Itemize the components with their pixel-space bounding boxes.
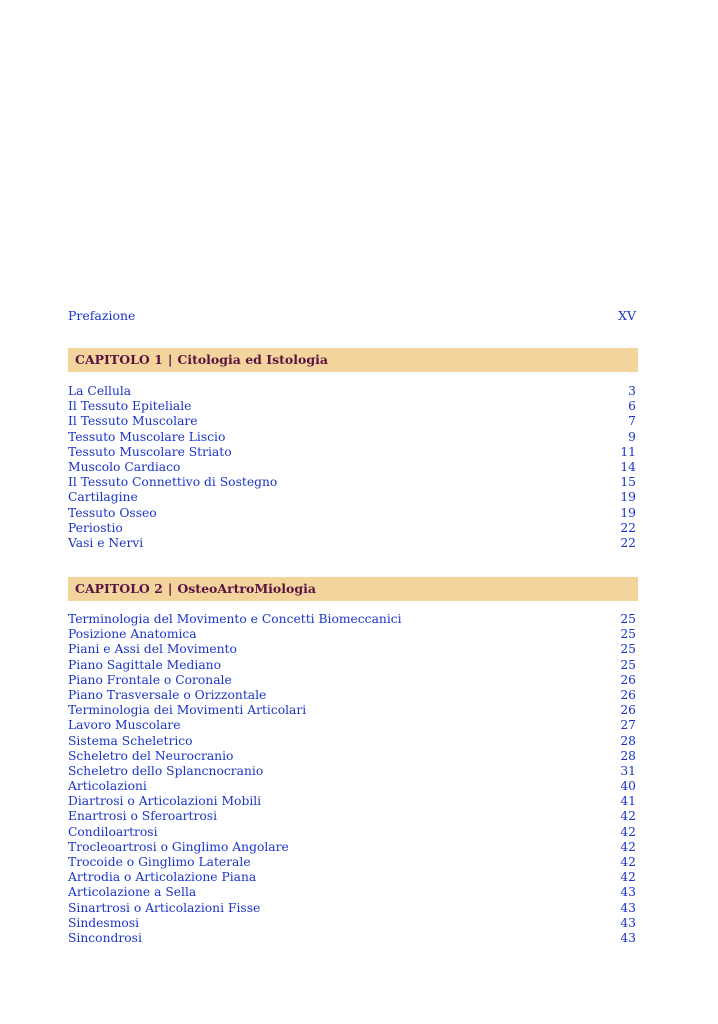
- chapter-1-entries: [68, 384, 636, 551]
- toc-entry[interactable]: [68, 825, 636, 840]
- toc-entry[interactable]: [68, 688, 636, 703]
- toc-entry-page: 14: [620, 459, 636, 474]
- toc-entry-page: 27: [620, 718, 636, 733]
- toc-entry[interactable]: [68, 840, 636, 855]
- toc-entry-title: Terminologia dei Movimenti Articolari: [68, 703, 307, 718]
- toc-entry-title: Sistema Scheletrico: [68, 733, 193, 748]
- toc-entry[interactable]: [68, 430, 636, 445]
- toc-entry-page: 22: [620, 535, 636, 550]
- toc-entry-title: Articolazione a Sella: [68, 885, 197, 900]
- toc-entry-page: 25: [620, 642, 636, 657]
- toc-entry-title: Tessuto Muscolare Liscio: [68, 429, 226, 444]
- toc-entry-page: 26: [620, 687, 636, 702]
- preface-row[interactable]: [68, 308, 636, 324]
- toc-entry[interactable]: [68, 475, 636, 490]
- toc-entry[interactable]: [68, 870, 636, 885]
- toc-entry-page: 41: [620, 794, 636, 809]
- toc-entry-page: 43: [620, 915, 636, 930]
- toc-entry-title: Scheletro del Neurocranio: [68, 748, 234, 763]
- toc-entry-page: 26: [620, 703, 636, 718]
- toc-entry-page: 11: [620, 444, 636, 459]
- toc-entry-page: 42: [620, 855, 636, 869]
- toc-entry-title: Lavoro Muscolare: [68, 718, 181, 733]
- toc-entry-page: 31: [620, 763, 636, 778]
- toc-entry[interactable]: [68, 901, 636, 916]
- toc-entry-title: Il Tessuto Muscolare: [68, 414, 198, 429]
- toc-entry-title: Muscolo Cardiaco: [68, 459, 181, 474]
- chapter-1-header[interactable]: [68, 348, 638, 372]
- toc-entry-page: 28: [620, 733, 636, 748]
- toc-entry-title: Tessuto Osseo: [68, 505, 157, 520]
- toc-entry-title: Piano Sagittale Mediano: [68, 657, 221, 672]
- toc-entry[interactable]: [68, 521, 636, 536]
- toc-entry[interactable]: [68, 642, 636, 657]
- toc-entry-page: 6: [628, 399, 636, 414]
- toc-entry[interactable]: [68, 779, 636, 794]
- toc-entry-page: 25: [620, 657, 636, 672]
- toc-entry-title: Il Tessuto Connettivo di Sostegno: [68, 475, 278, 490]
- chapter-2-entries: [68, 612, 636, 946]
- chapter-1-label: CAPITOLO 1: [75, 352, 163, 367]
- chapter-2-separator: |: [167, 581, 173, 596]
- toc-entry-page: 43: [620, 900, 636, 915]
- preface-title: Prefazione: [68, 308, 136, 323]
- toc-entry[interactable]: [68, 931, 636, 946]
- toc-entry-title: Sinartrosi o Articolazioni Fisse: [68, 900, 261, 915]
- toc-entry[interactable]: [68, 399, 636, 414]
- toc-entry-page: 25: [620, 612, 636, 626]
- toc-entry-title: Diartrosi o Articolazioni Mobili: [68, 794, 262, 809]
- toc-entry-title: La Cellula: [68, 384, 132, 398]
- toc-entry[interactable]: [68, 445, 636, 460]
- toc-entry-page: 42: [620, 839, 636, 854]
- toc-entry-page: 42: [620, 870, 636, 885]
- toc-entry-page: 9: [628, 429, 636, 444]
- toc-entry[interactable]: [68, 658, 636, 673]
- toc-entry-title: Sincondrosi: [68, 930, 142, 945]
- toc-entry[interactable]: [68, 718, 636, 733]
- chapter-1-separator: |: [167, 352, 173, 367]
- chapter-2-title: OsteoArtroMiologia: [177, 581, 316, 596]
- preface-page: XV: [618, 308, 636, 323]
- toc-entry[interactable]: [68, 612, 636, 627]
- toc-entry[interactable]: [68, 384, 636, 399]
- toc-entry[interactable]: [68, 673, 636, 688]
- toc-entry[interactable]: [68, 414, 636, 429]
- toc-entry-page: 3: [628, 384, 636, 398]
- toc-entry-title: Trocoide o Ginglimo Laterale: [68, 855, 251, 869]
- toc-entry-title: Il Tessuto Epiteliale: [68, 399, 192, 414]
- toc-entry[interactable]: [68, 809, 636, 824]
- toc-entry[interactable]: [68, 764, 636, 779]
- toc-entry-title: Scheletro dello Splancnocranio: [68, 763, 264, 778]
- toc-entry-title: Piano Frontale o Coronale: [68, 672, 232, 687]
- toc-entry[interactable]: [68, 506, 636, 521]
- toc-entry-title: Vasi e Nervi: [68, 535, 144, 550]
- toc-entry-page: 22: [620, 520, 636, 535]
- toc-entry-title: Piani e Assi del Movimento: [68, 642, 237, 657]
- chapter-2-label: CAPITOLO 2: [75, 581, 163, 596]
- toc-entry-page: 7: [628, 414, 636, 429]
- toc-entry-page: 42: [620, 809, 636, 824]
- toc-entry-title: Enartrosi o Sferoartrosi: [68, 809, 218, 824]
- toc-entry-title: Trocleoartrosi o Ginglimo Angolare: [68, 839, 289, 854]
- chapter-1-title: Citologia ed Istologia: [177, 352, 328, 367]
- toc-entry-page: 25: [620, 627, 636, 642]
- toc-entry-page: 43: [620, 885, 636, 900]
- toc-entry[interactable]: [68, 885, 636, 900]
- toc-entry-title: Terminologia del Movimento e Concetti Biomeccanici: [68, 612, 402, 626]
- toc-entry[interactable]: [68, 460, 636, 475]
- toc-entry-page: 26: [620, 672, 636, 687]
- toc-entry-title: Sindesmosi: [68, 915, 140, 930]
- toc-entry-page: 15: [620, 475, 636, 490]
- toc-entry-page: 19: [620, 490, 636, 505]
- toc-entry[interactable]: [68, 703, 636, 718]
- toc-entry-title: Condiloartrosi: [68, 824, 158, 839]
- chapter-2-header[interactable]: [68, 577, 638, 601]
- toc-entry[interactable]: [68, 627, 636, 642]
- toc-entry-title: Artrodia o Articolazione Piana: [68, 870, 257, 885]
- toc-entry-title: Periostio: [68, 520, 123, 535]
- toc-entry[interactable]: [68, 916, 636, 931]
- toc-entry[interactable]: [68, 794, 636, 809]
- toc-entry-title: Tessuto Muscolare Striato: [68, 444, 232, 459]
- toc-entry-page: 43: [620, 930, 636, 945]
- toc-entry[interactable]: [68, 749, 636, 764]
- toc-entry-title: Cartilagine: [68, 490, 138, 505]
- toc-entry-title: Posizione Anatomica: [68, 627, 197, 642]
- toc-entry-page: 42: [620, 824, 636, 839]
- toc-entry[interactable]: [68, 490, 636, 505]
- toc-entry-page: 28: [620, 748, 636, 763]
- toc-entry-page: 19: [620, 505, 636, 520]
- toc-entry[interactable]: [68, 536, 636, 551]
- toc-entry[interactable]: [68, 734, 636, 749]
- toc-entry-title: Articolazioni: [68, 779, 147, 794]
- toc-entry-title: Piano Trasversale o Orizzontale: [68, 687, 267, 702]
- toc-entry-page: 40: [620, 779, 636, 794]
- toc-entry[interactable]: [68, 855, 636, 870]
